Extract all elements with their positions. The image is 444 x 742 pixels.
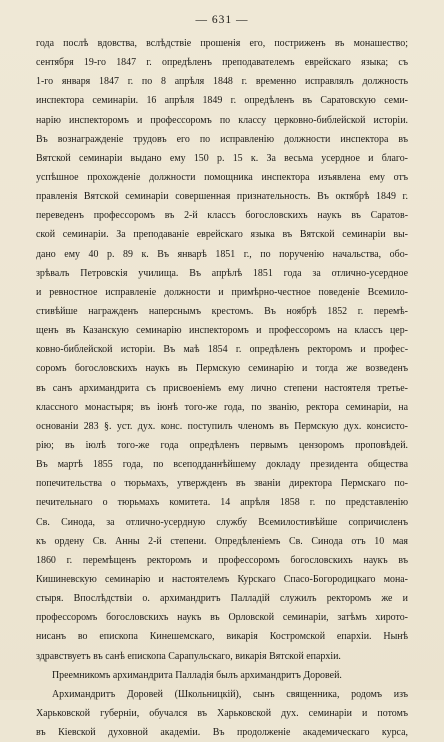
text-line: переведенъ профессоромъ въ 2-й классъ богословскихъ наукъ въ Саратов- [36, 210, 408, 222]
text-line: въ Кіевской духовной академіи. Въ продолженіе академическаго курса, [36, 727, 408, 739]
text-line: Въ вознагражденіе трудовъ его по исправленію должности инспектора въ [36, 133, 408, 145]
text-line: Кишиневскую семинарію и настоятелемъ Курскаго Спасо-Богородицкаго мона- [36, 573, 408, 585]
text-line: нарію инспекторомъ и профессоромъ по классу церковно-библейской исторіи. [36, 114, 408, 126]
text-line: Св. Синода, за отлично-усердную службу Всемилостивѣйше сопричисленъ [36, 516, 408, 528]
text-line: Архимандритъ Доровей (Школьницкій), сынъ священника, родомъ изъ [52, 688, 408, 700]
text-line: зрѣвалъ Петровскія училища. Въ апрѣлѣ 1851 года за отлично-усердное [36, 267, 408, 279]
text-line: къ ордену Св. Анны 2-й степени. Опредѣленіемъ Св. Синода отъ 10 мая [36, 535, 408, 547]
text-line: стивѣйше награжденъ наперснымъ крестомъ. Въ ноябрѣ 1852 г. перемѣ- [36, 305, 408, 317]
text-line: Харьковской губерніи, обучался въ Харьковской дух. семинаріи и потомъ [36, 707, 408, 719]
body-text [36, 34, 408, 742]
text-line: ковно-библейской исторіи. Въ маѣ 1854 г. опредѣленъ ректоромъ и профес- [36, 344, 408, 356]
page-number: — 631 — [195, 14, 249, 26]
text-line: стыря. Впослѣдствіи о. архимандритъ Палладій служилъ ректоромъ же и [36, 593, 408, 605]
text-line: щенъ въ Казанскую семинарію инспекторомъ и профессоромъ на классъ цер- [36, 325, 408, 337]
text-line: попечительства о тюрьмахъ, утвержденъ въ званіи директора Пермскаго по- [36, 478, 408, 490]
text-line: и ревностное исправленіе должности и примѣрно-честное поведеніе Всемило- [36, 286, 408, 298]
text-line: рію; въ іюлѣ того-же года опредѣленъ первымъ цензоромъ проповѣдей. [36, 439, 408, 451]
text-line: профессоромъ богословскихъ наукъ въ Орловской семинаріи, затѣмъ хирото- [36, 612, 408, 624]
text-line: Въ мартѣ 1855 года, по всеподданнѣйшему докладу президента общества [36, 459, 408, 471]
text-line: классного монастыря; въ іюнѣ того-же года, по званію, ректора семинаріи, на [36, 401, 408, 413]
text-line: инспектора семинаріи. 16 апрѣля 1849 г. опредѣленъ въ Саратовскую семи- [36, 95, 408, 107]
text-line: 1860 г. перемѣщенъ ректоромъ и профессоромъ богословскихъ наукъ въ [36, 554, 408, 566]
text-line: печительнаго о тюрьмахъ комитета. 14 апрѣля 1858 г. по представленію [36, 497, 408, 509]
text-line: ской семинаріи. За преподаваніе еврейскаго языка въ Вятской семинаріи вы- [36, 229, 408, 241]
text-line: сентября 19-го 1847 г. опредѣленъ преподавателемъ еврейскаго языка; съ [36, 57, 408, 69]
text-line: успѣшное прохожденіе должности помощника инспектора изъявлена ему отъ [36, 171, 408, 183]
text-line: года послѣ вдовства, вслѣдствіе прошенія его, постриженъ въ монашество; [36, 38, 408, 49]
text-line: основаніи 283 §. уст. дух. конс. поступилъ членомъ въ Пермскую дух. консисто- [36, 420, 408, 432]
text-line: Вятской семинаріи выдано ему 150 р. 15 к. За весьма усердное и благо- [36, 152, 408, 164]
text-line: здравствуетъ въ санѣ епископа Сарапульскаго, викарія Вятской епархіи. [36, 650, 341, 662]
text-line: правленія Вятской семинаріи совершенная признательность. Въ октябрѣ 1849 г. [36, 191, 408, 203]
text-line: дано ему 40 р. 89 к. Въ январѣ 1851 г., по порученію начальства, обо- [36, 248, 408, 260]
text-line: въ санъ архимандрита съ присвоеніемъ ему лично степени настоятеля третье- [36, 382, 408, 394]
text-line: 1-го января 1847 г. по 8 апрѣля 1848 г. временно исправлялъ должность [36, 76, 408, 88]
text-line: нисанъ во епископа Кинешемскаго, викарія Костромской епархіи. Нынѣ [36, 631, 408, 643]
text-line: соромъ богословскихъ наукъ въ Пермскую семинарію и тогда же возведенъ [36, 363, 408, 375]
text-line: Преемникомъ архимандрита Палладія былъ архимандритъ Доровей. [52, 669, 342, 681]
